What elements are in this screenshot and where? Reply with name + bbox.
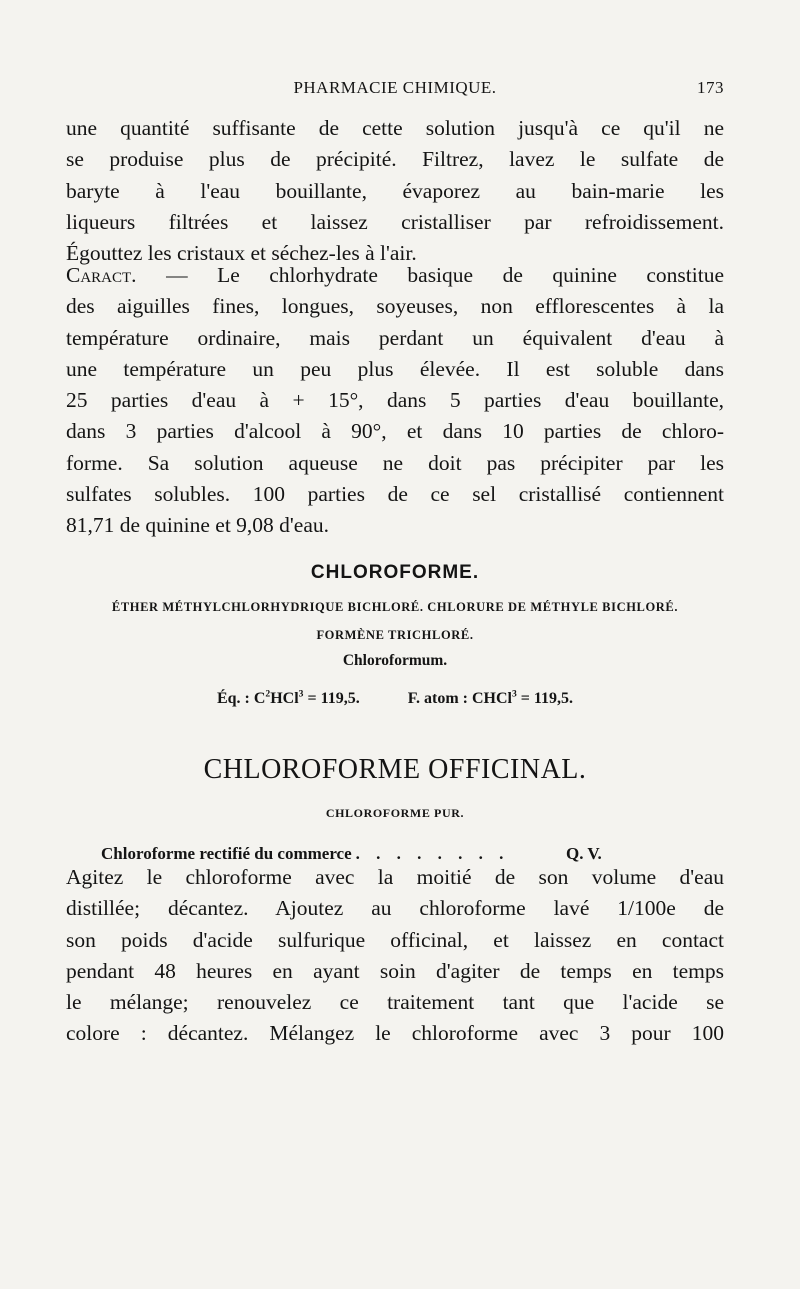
text-line: baryte à l'eau bouillante, évaporez au bain-marie les <box>66 178 724 203</box>
text-line: 81,71 de quinine et 9,08 d'eau. <box>66 513 330 538</box>
text-line: température ordinaire, mais perdant un équivalent d'eau à <box>66 325 724 350</box>
paragraph-characteristics <box>66 260 724 542</box>
synonyms-line: FORMÈNE TRICHLORÉ. <box>316 628 474 642</box>
ingredient-name: Chloroforme rectifié du commerce <box>101 844 352 863</box>
preparation-title: CHLOROFORME OFFICINAL. <box>203 754 587 785</box>
text-line: colore : décantez. Mélangez le chloroforme avec 3 pour 100 <box>66 1021 724 1046</box>
equivalent-formula: Éq. : $C^2HCl^3 = 119,5$. <box>216 688 360 707</box>
text-line: forme. Sa solution aqueuse ne doit pas précipiter par les <box>66 450 724 475</box>
chemical-formulas <box>66 690 724 708</box>
text-line: son poids d'acide sulfurique officinal, et laissez en contact <box>66 927 724 952</box>
text-line: pendant 48 heures en ayant soin d'agiter de temps en temps <box>66 958 724 983</box>
caract-label: Caract. <box>66 263 137 287</box>
text-line: Égouttez les cristaux et séchez-les à l'air. <box>66 241 417 266</box>
text-line: une température un peu plus élevée. Il est soluble dans <box>66 356 724 381</box>
running-head <box>66 78 724 104</box>
text-line: le mélange; renouvelez ce traitement tant que l'acide se <box>66 990 724 1015</box>
text-line: distillée; décantez. Ajoutez au chloroforme lavé 1/100e de <box>66 896 724 921</box>
text-line: liqueurs filtrées et laissez cristalliser par refroidissement. <box>66 209 724 234</box>
text-line: des aiguilles fines, longues, soyeuses, non efflorescentes à la <box>66 294 724 319</box>
text-line: 25 parties d'eau à + 15°, dans 5 parties d'eau bouillante, <box>66 388 724 413</box>
text-line: Agitez le chloroforme avec la moitié de son volume d'eau <box>66 865 724 889</box>
leader-dots: . . . . . . . . <box>355 844 510 863</box>
text-line: se produise plus de précipité. Filtrez, lavez le sulfate de <box>66 147 724 172</box>
synonyms-line: ÉTHER MÉTHYLCHLORHYDRIQUE BICHLORÉ. CHLORURE DE MÉTHYLE BICHLORÉ. <box>111 600 679 614</box>
paragraph-procedure <box>66 862 724 1050</box>
ingredient-row <box>101 844 611 864</box>
atomic-formula: F. atom : CHCl$^3$ = 119,5. <box>407 688 574 707</box>
paragraph-continuation <box>66 113 724 269</box>
text-line-rest: — Le chlorhydrate basique de quinine constitue <box>136 263 724 287</box>
running-title: PHARMACIE CHIMIQUE. <box>293 78 497 97</box>
section-title: CHLOROFORME. <box>310 562 480 583</box>
text-line: dans 3 parties d'alcool à 90°, et dans 10 parties de chloro- <box>66 419 724 444</box>
preparation-subtitle: CHLOROFORME PUR. <box>325 806 465 820</box>
text-line <box>66 260 724 291</box>
ingredient-quantity: Q. V. <box>566 844 602 863</box>
page-number: 173 <box>697 78 724 97</box>
latin-name: Chloroformum. <box>342 652 448 669</box>
text-line: une quantité suffisante de cette solution jusqu'à ce qu'il ne <box>66 116 724 140</box>
text-line: sulfates solubles. 100 parties de ce sel cristallisé contiennent <box>66 482 724 507</box>
